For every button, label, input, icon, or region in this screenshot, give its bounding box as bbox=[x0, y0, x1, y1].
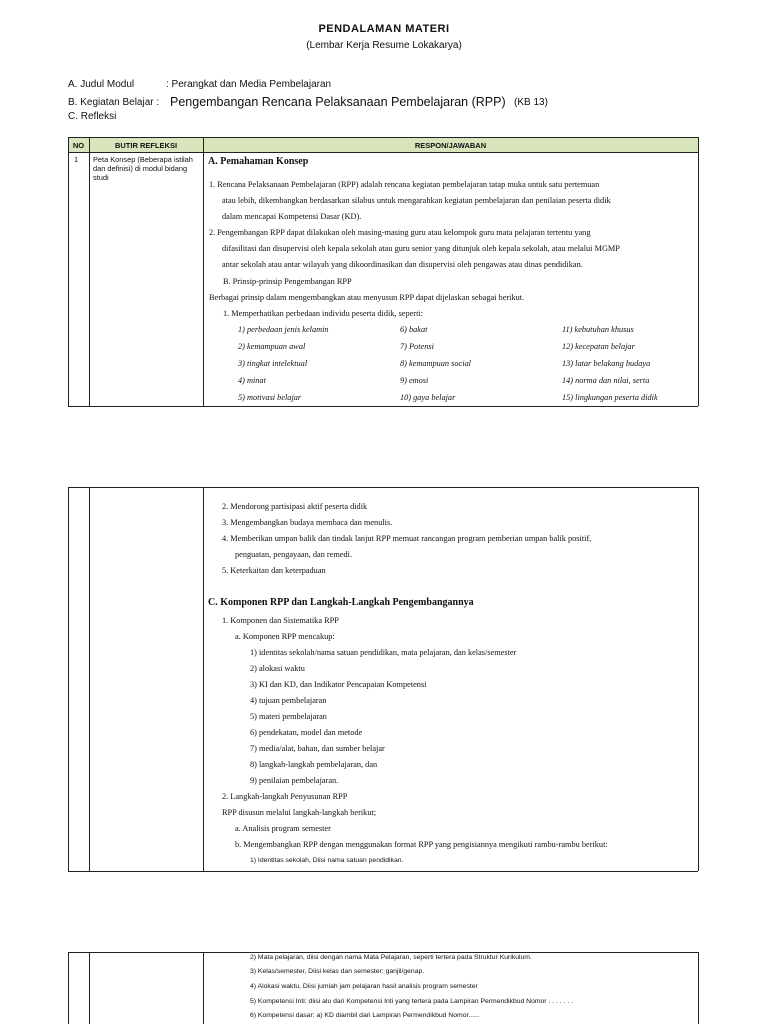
section-c-item1a: a. Komponen RPP mencakup: bbox=[235, 632, 335, 641]
page-title: PENDALAMAN MATERI bbox=[318, 23, 450, 35]
list-item: 4) minat bbox=[238, 376, 266, 385]
list-item: 9) emosi bbox=[400, 376, 429, 385]
list-item: 3) Kelas/semester, Diisi kelas dan semester; ganjil/genap. bbox=[250, 968, 425, 975]
para2-line3: antar sekolah atau antar wilayah yang dikoordinasikan dan disupervisi oleh pengawas atau dinas pendidikan. bbox=[222, 260, 583, 269]
para1-line2: atau lebih, dikembangkan berdasarkan silabus untuk mengarahkan kegiatan pembelajaran dan penilaian peserta didik bbox=[222, 196, 611, 205]
list-item: 7) media/alat, bahan, dan sumber belajar bbox=[250, 744, 385, 753]
page-subtitle: (Lembar Kerja Resume Lokakarya) bbox=[306, 40, 462, 51]
list-item: 5) Kompetensi Inti: diisi alu dari Kompetensi Inti yang tertera pada Lampiran Permendikbud Nomor . . . . . . . bbox=[250, 998, 574, 1005]
list-item: 2) alokasi waktu bbox=[250, 664, 305, 673]
list-item: 14) norma dan nilai, serta bbox=[562, 376, 650, 385]
list-item: 2. Mendorong partisipasi aktif peserta didik bbox=[222, 502, 368, 511]
section-c-item2a: a. Analisis program semester bbox=[235, 824, 331, 833]
list-item: 8) langkah-langkah pembelajaran, dan bbox=[250, 760, 378, 769]
butir-text: Peta Konsep (Beberapa istilah dan definisi) di modul bidang studi bbox=[93, 155, 193, 182]
list-item: 6) Kompetensi dasar: a) KD diambil dari Lampiran Permendikbud Nomor...... bbox=[250, 1012, 480, 1019]
para1-line1: 1. Rencana Pelaksanaan Pembelajaran (RPP) adalah rencana kegiatan pembelajaran tatap muka untuk satu pertemuan bbox=[209, 180, 600, 189]
list-item: 1) perbedaan jenis kelamin bbox=[238, 325, 329, 334]
list-item: 9) penilaian pembelajaran. bbox=[250, 776, 339, 785]
list-item: 4) tujuan pembelajaran bbox=[250, 696, 327, 705]
list-item: 2) kemampuan awal bbox=[238, 342, 306, 351]
section-c-item2b1: 1) Identitas sekolah, Diisi nama satuan pendidikan. bbox=[250, 857, 404, 864]
header-no: NO bbox=[72, 141, 85, 150]
list-item: 5) materi pembelajaran bbox=[250, 712, 327, 721]
list-item: 3. Mengembangkan budaya membaca dan menulis. bbox=[222, 518, 393, 527]
section-a-heading: A. Pemahaman Konsep bbox=[208, 156, 309, 167]
list-item: 3) tingkat intelektual bbox=[238, 359, 308, 368]
judul-label: A. Judul Modul bbox=[68, 79, 135, 90]
list-item: 5) motivasi belajar bbox=[238, 393, 302, 402]
list-item: 2) Mata pelajaran, diisi dengan nama Mata Pelajaran, seperti tertera pada Struktur Kurikulum. bbox=[250, 954, 532, 961]
list-item: 11) kebutuhan khusus bbox=[562, 325, 634, 334]
list-item: 10) gaya belajar bbox=[400, 393, 456, 402]
list-item: 15) lingkungan peserta didik bbox=[562, 393, 658, 402]
item4-line2: penguatan, pengayaan, dan remedi. bbox=[235, 550, 353, 559]
section-c-item2: 2. Langkah-langkah Penyusunan RPP bbox=[222, 792, 348, 801]
section-c-item2b: b. Mengembangkan RPP dengan menggunakan format RPP yang pengisiannya mengikuti rambu-rambu berikut: bbox=[235, 840, 608, 849]
list-item: 7) Potensi bbox=[400, 342, 434, 351]
list-item: 8) kemampuan social bbox=[400, 359, 471, 368]
judul-value: : Perangkat dan Media Pembelajaran bbox=[166, 79, 332, 90]
header-respon: RESPON/JAWABAN bbox=[414, 141, 487, 150]
kegiatan-value: Pengembangan Rencana Pelaksanaan Pembelajaran (RPP) bbox=[170, 95, 506, 109]
para2-line2: difasilitasi dan disupervisi oleh kepala sekolah atau guru senior yang ditunjuk oleh kepala sekolah, atau melalui MGMP bbox=[222, 244, 620, 253]
kegiatan-kb: (KB 13) bbox=[514, 97, 548, 108]
section-c-item1: 1. Komponen dan Sistematika RPP bbox=[222, 616, 339, 625]
para2-line1: 2. Pengembangan RPP dapat dilakukan oleh masing-masing guru atau kelompok guru mata pelajaran tertentu yang bbox=[209, 228, 591, 237]
item4-line1: 4. Memberikan umpan balik dan tindak lanjut RPP memuat rancangan program pemberian umpan balik positif, bbox=[222, 534, 592, 543]
section-b-heading: B. Prinsip-prinsip Pengembangan RPP bbox=[223, 277, 352, 286]
section-c-item2-intro: RPP disusun melalui langkah-langkah berikut; bbox=[222, 808, 377, 817]
list-item: 12) kecepatan belajar bbox=[562, 342, 635, 351]
header-butir: BUTIR REFLEKSI bbox=[114, 141, 178, 150]
list-item: 4) Alokasi waktu, Diisi jumlah jam pelajaran hasil analisis program semester bbox=[250, 983, 478, 990]
section-b-intro: Berbagai prinsip dalam mengembangkan atau menyusun RPP dapat dijelaskan sebagai berikut. bbox=[209, 293, 525, 302]
list-item: 1) identitas sekolah/nama satuan pendidikan, mata pelajaran, dan kelas/semester bbox=[250, 648, 517, 657]
list-item: 6) bakat bbox=[400, 325, 428, 334]
row-number: 1 bbox=[74, 155, 79, 164]
list-item: 6) pendekatan, model dan metode bbox=[250, 728, 363, 737]
list-item: 13) latar belakang budaya bbox=[562, 359, 651, 368]
list-item: 3) KI dan KD, dan Indikator Pencapaian Kompetensi bbox=[250, 680, 427, 689]
section-c-heading: C. Komponen RPP dan Langkah-Langkah Pengembangannya bbox=[208, 597, 474, 608]
para1-line3: dalam mencapai Kompetensi Dasar (KD). bbox=[222, 212, 362, 221]
refleksi-label: C. Refleksi bbox=[68, 111, 117, 122]
list-item: 5. Keterkaitan dan keterpaduan bbox=[222, 566, 326, 575]
section-b-item1: 1. Memperhatikan perbedaan individu peserta didik, seperti: bbox=[223, 309, 423, 318]
kegiatan-label: B. Kegiatan Belajar : bbox=[68, 97, 160, 108]
